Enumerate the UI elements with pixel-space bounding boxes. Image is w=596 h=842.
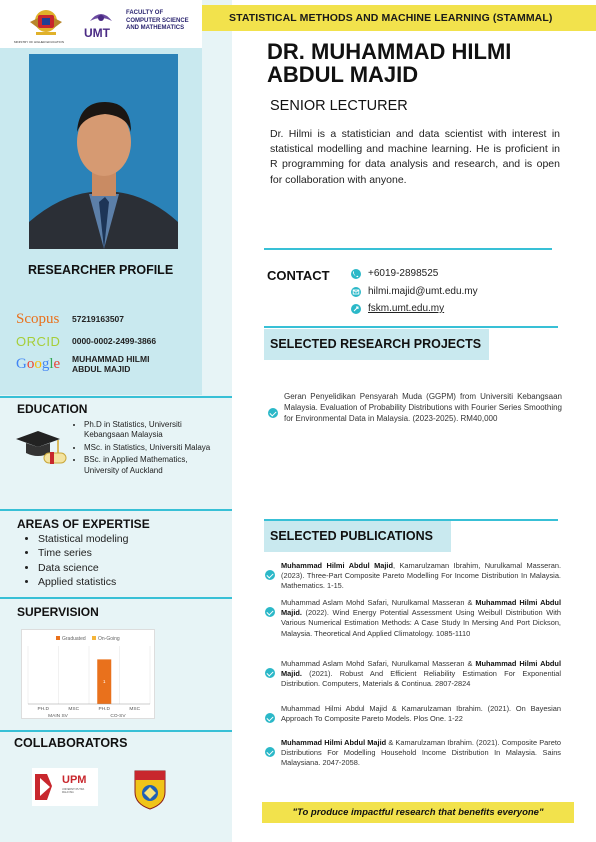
expertise-list (26, 532, 128, 590)
education-title: EDUCATION (17, 402, 88, 416)
email-address: hilmi.majid@umt.edu.my (368, 286, 478, 297)
publication-text: Muhammad Aslam Mohd Safari, Nurulkamal Masseran & Muhammad Hilmi Abdul Majid. (2022). Wind Energy Potential Assessment Using Weibull Distribution With Various Numerical Estimation Methods: A Case Study In Mersing And Port Dickson, Malaysia. Theoretical And Applied Climatology. 1085-1110 (281, 598, 561, 638)
education-list (72, 420, 212, 478)
category-tick-label: PH.D (37, 707, 49, 712)
publication-item (265, 561, 561, 592)
education-item: • BSc. in Applied Mathematics, University of Auckland (84, 455, 212, 476)
phone-icon (351, 269, 361, 279)
education-divider (0, 396, 232, 398)
quote-text: "To produce impactful research that benefits everyone" (292, 807, 544, 818)
check-icon (265, 713, 275, 723)
category-tick-label: MSC (129, 707, 141, 712)
contact-title: CONTACT (267, 268, 330, 283)
portrait-illustration (29, 54, 178, 249)
graduation-cap-icon (14, 425, 68, 467)
check-icon (265, 570, 275, 580)
um-crest-icon (133, 768, 167, 810)
check-icon (265, 668, 275, 678)
group-label-co-sv: CO-SV (110, 714, 126, 719)
scopus-logo: Scopus (16, 311, 60, 327)
chart-gridlines (28, 646, 150, 704)
projects-title: SELECTED RESEARCH PROJECTS (264, 329, 489, 360)
publication-text: Muhammad Hilmi Abdul Majid, Kamarulzaman Ibrahim, Nurulkamal Masseran. (2023). Three-Part Composite Pareto Modelling For Income Distribution In Malaysia. Mathematics. 1-15. (281, 561, 562, 591)
legend-graduated-label: Graduated (62, 636, 86, 642)
orcid-logo: ORCID (16, 334, 61, 349)
google-scholar-name: MUHAMMAD HILMI ABDUL MAJID (72, 354, 150, 375)
upm-logo-subtext: UNIVERSITI PUTRA MALAYSIA (62, 788, 85, 794)
umt-logo-text: UMT (84, 26, 110, 40)
legend-graduated-swatch (56, 636, 60, 640)
banner-title: STATISTICAL METHODS AND MACHINE LEARNING (STAMMAL) (229, 12, 553, 24)
website-link[interactable]: fskm.umt.edu.my (368, 303, 445, 314)
publication-text: Muhammad Hilmi Abdul Majid & Kamarulzaman Ibrahim. (2021). Composite Pareto Distributions For Modelling Household Income Distribution In Malaysia. Sains Malaysiana. 2047-2058. (281, 738, 561, 768)
publication-item (265, 598, 561, 639)
faculty-name: FACULTY OF COMPUTER SCIENCE AND MATHEMATICS (126, 10, 189, 31)
header-logos (0, 0, 202, 48)
contact-website[interactable] (351, 303, 444, 314)
supervision-divider (0, 597, 232, 599)
project-item (268, 392, 562, 424)
chart-tick-labels (38, 706, 141, 712)
category-tick-label: MSC (68, 707, 80, 712)
bio-paragraph: Dr. Hilmi is a statistician and data scientist with interest in statistical modelling and machine learning. He is proficient in R programming for data analysis and research, and is open for collaboration with anyone. (270, 128, 560, 186)
supervision-chart-svg (22, 630, 156, 720)
publication-text: Muhammad Hilmi Abdul Majid & Kamarulzaman Ibrahim. (2021). On Bayesian Approach To Composite Pareto Models. Plos One. 1-22 (281, 704, 561, 724)
expertise-item: • Statistical modeling (38, 532, 128, 546)
supervision-title: SUPERVISION (17, 605, 99, 619)
education-item: • MSc. in Statistics, Universiti Malaya (84, 443, 212, 453)
profile-photo (29, 54, 178, 249)
scopus-row[interactable] (16, 311, 124, 328)
contact-email[interactable] (351, 286, 478, 297)
contact-top-divider (264, 248, 552, 250)
expertise-item: • Data science (38, 561, 128, 575)
expertise-item: • Applied statistics (38, 575, 128, 589)
publication-item (265, 659, 561, 690)
publication-item (265, 704, 561, 724)
contact-phone[interactable] (351, 268, 438, 279)
scopus-id: 57219163507 (72, 314, 125, 325)
legend-ongoing-swatch (92, 636, 96, 640)
government-crest-icon (24, 6, 68, 42)
category-tick-label: PH.D (98, 707, 110, 712)
ministry-label: MINISTRY OF HIGHER EDUCATION (14, 40, 65, 44)
check-icon (265, 747, 275, 757)
person-name: DR. MUHAMMAD HILMI ABDUL MAJID (267, 39, 512, 88)
expertise-title: AREAS OF EXPERTISE (17, 517, 150, 531)
collaborators-divider (0, 730, 232, 732)
link-icon (351, 304, 361, 314)
email-icon (351, 287, 361, 297)
expertise-divider (0, 509, 232, 511)
upm-logo-text: UPM (62, 774, 87, 786)
legend-ongoing-label: On-Going (98, 636, 120, 642)
group-label-main-sv: MAIN SV (48, 714, 68, 719)
chart-bars (97, 659, 111, 704)
google-scholar-logo: Google (16, 355, 61, 372)
bar-value-label: 1 (102, 679, 106, 685)
check-icon (265, 607, 275, 617)
orcid-id: 0000-0002-2499-3866 (72, 336, 157, 347)
upm-logo (32, 768, 98, 811)
publication-item (265, 738, 561, 769)
projects-divider (264, 326, 558, 328)
orcid-row[interactable] (16, 334, 156, 349)
researcher-profile-title: RESEARCHER PROFILE (28, 263, 174, 277)
education-item: • Ph.D in Statistics, Universiti Kebangsaan Malaysia (84, 420, 212, 441)
check-icon (268, 408, 278, 418)
job-title: SENIOR LECTURER (270, 98, 408, 114)
expertise-item: • Time series (38, 546, 128, 560)
phone-number: +6019-2898525 (368, 268, 439, 279)
publication-text: Muhammad Aslam Mohd Safari, Nurulkamal Masseran & Muhammad Hilmi Abdul Majid. (2021). Robust And Efficient Reliability Estimation For Exponential Distribution. Computers, Materials & Continua. 2807-2824 (281, 659, 561, 689)
supervision-chart (21, 629, 155, 719)
publications-title: SELECTED PUBLICATIONS (264, 521, 451, 552)
project-text: Geran Penyelidikan Pensyarah Muda (GGPM) from Universiti Kebangsaan Malaysia. Evaluation of Probability Distributions with Fourier Series Smoothing for Environmental Data in Malaysia. (2023-2025). RM40,000 (284, 392, 562, 423)
collaborators-title: COLLABORATORS (14, 736, 128, 750)
google-scholar-row[interactable] (16, 354, 149, 374)
